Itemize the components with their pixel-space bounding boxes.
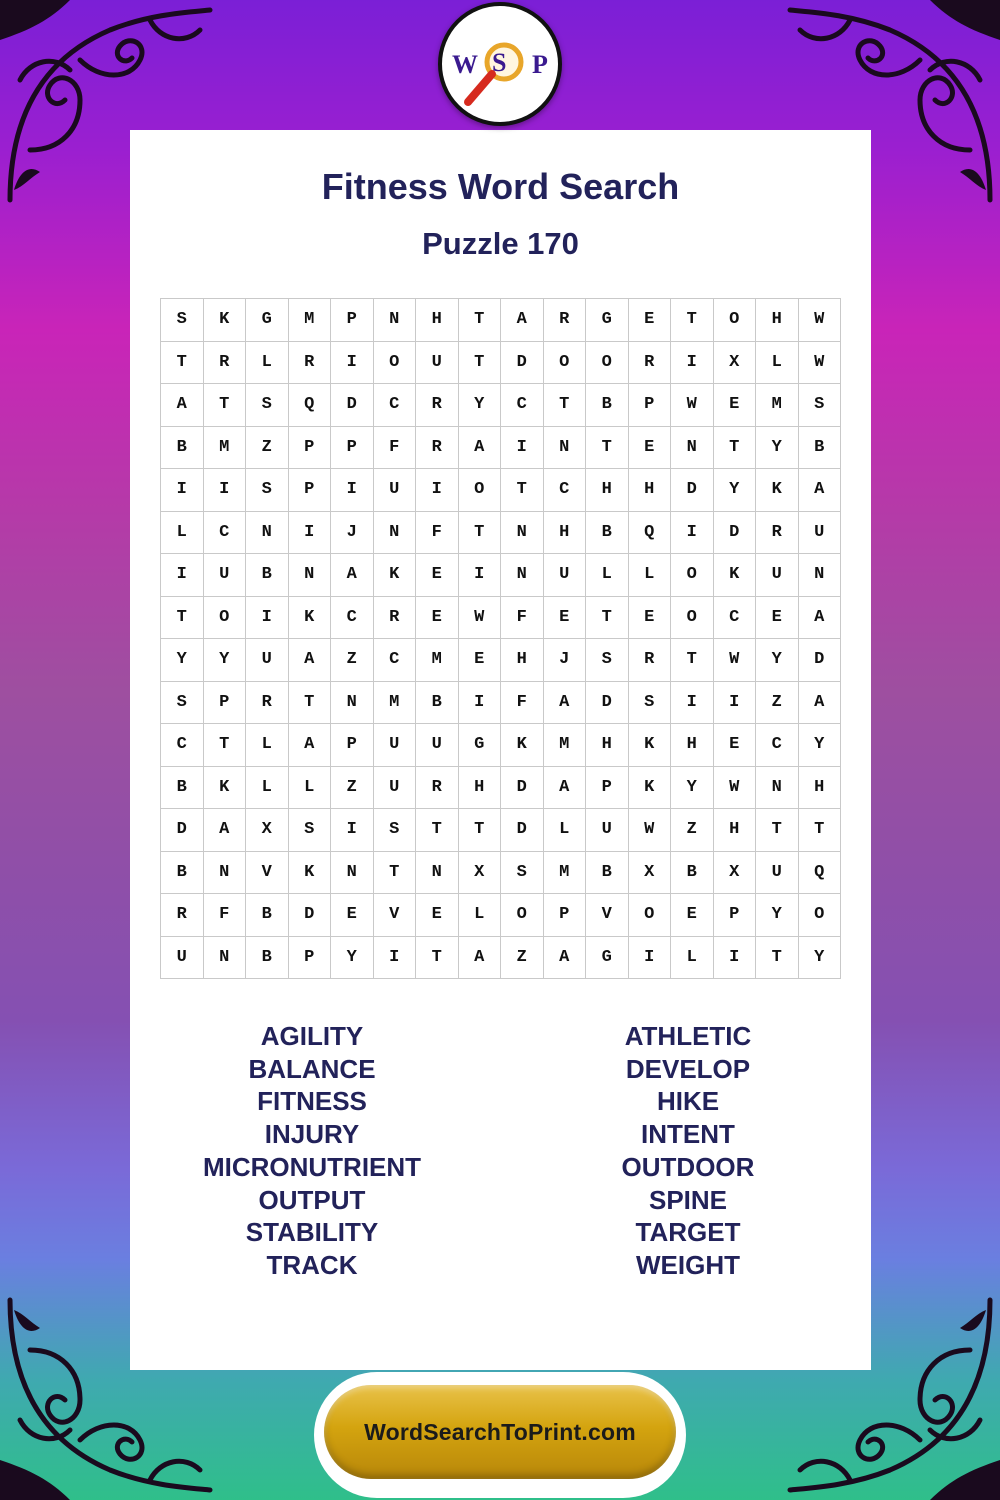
grid-cell[interactable]: E <box>331 894 374 937</box>
grid-cell[interactable]: T <box>416 937 459 980</box>
grid-cell[interactable]: I <box>629 937 672 980</box>
grid-cell[interactable]: H <box>586 469 629 512</box>
word-list-item: FITNESS <box>257 1086 367 1117</box>
puzzle-panel <box>130 130 871 1370</box>
grid-cell[interactable]: B <box>161 767 204 810</box>
grid-cell[interactable]: N <box>374 512 417 555</box>
site-logo[interactable] <box>438 2 562 126</box>
word-list-item: WEIGHT <box>636 1249 740 1280</box>
logo-letter-w: W <box>452 50 478 79</box>
grid-cell[interactable]: X <box>629 852 672 895</box>
grid-cell[interactable]: L <box>161 512 204 555</box>
grid-cell[interactable]: I <box>331 469 374 512</box>
grid-cell[interactable]: Y <box>756 894 799 937</box>
grid-cell[interactable]: S <box>586 639 629 682</box>
grid-cell[interactable]: H <box>629 469 672 512</box>
grid-cell[interactable]: S <box>161 682 204 725</box>
grid-cell[interactable]: Z <box>501 937 544 980</box>
grid-cell[interactable]: H <box>544 512 587 555</box>
grid-cell[interactable]: J <box>544 639 587 682</box>
grid-cell[interactable]: O <box>374 342 417 385</box>
grid-cell[interactable]: T <box>459 809 502 852</box>
grid-cell[interactable]: U <box>544 554 587 597</box>
grid-cell[interactable]: R <box>374 597 417 640</box>
grid-cell[interactable]: A <box>289 639 332 682</box>
grid-cell[interactable]: W <box>799 299 842 342</box>
grid-cell[interactable]: I <box>459 682 502 725</box>
grid-cell[interactable]: Q <box>799 852 842 895</box>
grid-cell[interactable]: L <box>246 342 289 385</box>
grid-cell[interactable]: S <box>799 384 842 427</box>
grid-cell[interactable]: D <box>714 512 757 555</box>
grid-cell[interactable]: S <box>246 469 289 512</box>
grid-cell[interactable]: T <box>289 682 332 725</box>
grid-cell[interactable]: U <box>799 512 842 555</box>
grid-cell[interactable]: A <box>799 682 842 725</box>
site-link-label: WordSearchToPrint.com <box>364 1418 636 1445</box>
grid-cell[interactable]: K <box>289 597 332 640</box>
grid-cell[interactable]: K <box>374 554 417 597</box>
word-list-item: INTENT <box>641 1119 735 1150</box>
grid-cell[interactable]: S <box>629 682 672 725</box>
word-list-right <box>538 1020 838 1282</box>
grid-cell[interactable]: P <box>289 427 332 470</box>
grid-cell[interactable]: F <box>374 427 417 470</box>
grid-cell[interactable]: Q <box>289 384 332 427</box>
grid-cell[interactable]: R <box>544 299 587 342</box>
grid-cell[interactable]: K <box>629 724 672 767</box>
grid-cell[interactable]: O <box>671 597 714 640</box>
grid-cell[interactable]: T <box>161 597 204 640</box>
grid-cell[interactable]: Y <box>671 767 714 810</box>
grid-cell[interactable]: S <box>246 384 289 427</box>
grid-cell[interactable]: W <box>799 342 842 385</box>
grid-cell[interactable]: T <box>586 427 629 470</box>
grid-cell[interactable]: A <box>459 427 502 470</box>
grid-cell[interactable]: N <box>374 299 417 342</box>
grid-cell[interactable]: T <box>544 384 587 427</box>
grid-cell[interactable]: B <box>161 852 204 895</box>
grid-cell[interactable]: W <box>671 384 714 427</box>
grid-cell[interactable]: P <box>629 384 672 427</box>
grid-cell[interactable]: K <box>714 554 757 597</box>
grid-cell[interactable]: G <box>246 299 289 342</box>
grid-cell[interactable]: I <box>671 342 714 385</box>
grid-cell[interactable]: A <box>799 597 842 640</box>
grid-cell[interactable]: O <box>799 894 842 937</box>
grid-cell[interactable]: N <box>416 852 459 895</box>
grid-cell[interactable]: J <box>331 512 374 555</box>
word-list-left <box>162 1020 462 1282</box>
word-list-item: BALANCE <box>248 1053 376 1084</box>
grid-cell[interactable]: A <box>544 767 587 810</box>
grid-cell[interactable]: R <box>161 894 204 937</box>
grid-cell[interactable]: K <box>629 767 672 810</box>
grid-cell[interactable]: N <box>799 554 842 597</box>
grid-cell[interactable]: L <box>544 809 587 852</box>
grid-cell[interactable]: D <box>671 469 714 512</box>
grid-cell[interactable]: E <box>416 597 459 640</box>
grid-cell[interactable]: D <box>501 342 544 385</box>
grid-cell[interactable]: C <box>204 512 247 555</box>
grid-cell[interactable]: N <box>331 682 374 725</box>
grid-cell[interactable]: N <box>501 554 544 597</box>
grid-cell[interactable]: K <box>501 724 544 767</box>
grid-cell[interactable]: H <box>459 767 502 810</box>
grid-cell[interactable]: B <box>586 512 629 555</box>
word-list-item: MICRONUTRIENT <box>202 1151 422 1182</box>
grid-cell[interactable]: Z <box>331 767 374 810</box>
grid-cell[interactable]: N <box>756 767 799 810</box>
grid-cell[interactable]: I <box>331 342 374 385</box>
grid-cell[interactable]: P <box>331 724 374 767</box>
grid-cell[interactable]: T <box>416 809 459 852</box>
grid-cell[interactable]: U <box>204 554 247 597</box>
grid-cell[interactable]: I <box>374 937 417 980</box>
grid-cell[interactable]: E <box>459 639 502 682</box>
grid-cell[interactable]: M <box>374 682 417 725</box>
grid-cell[interactable]: N <box>289 554 332 597</box>
grid-cell[interactable]: I <box>671 682 714 725</box>
grid-cell[interactable]: N <box>204 937 247 980</box>
grid-cell[interactable]: T <box>671 299 714 342</box>
grid-cell[interactable]: Y <box>756 427 799 470</box>
grid-cell[interactable]: N <box>331 852 374 895</box>
grid-cell[interactable]: I <box>161 469 204 512</box>
grid-cell[interactable]: I <box>289 512 332 555</box>
grid-cell[interactable]: D <box>331 384 374 427</box>
grid-cell[interactable]: C <box>501 384 544 427</box>
grid-cell[interactable]: Z <box>331 639 374 682</box>
grid-cell[interactable]: E <box>714 724 757 767</box>
grid-cell[interactable]: W <box>629 809 672 852</box>
grid-cell[interactable]: E <box>671 894 714 937</box>
word-list-item: SPINE <box>648 1184 728 1215</box>
grid-cell[interactable]: L <box>246 767 289 810</box>
grid-cell[interactable]: I <box>331 809 374 852</box>
grid-cell[interactable]: M <box>544 852 587 895</box>
grid-cell[interactable]: Y <box>714 469 757 512</box>
grid-cell[interactable]: P <box>714 894 757 937</box>
grid-cell[interactable]: H <box>799 767 842 810</box>
grid-cell[interactable]: A <box>204 809 247 852</box>
grid-cell[interactable]: O <box>204 597 247 640</box>
grid-cell[interactable]: V <box>246 852 289 895</box>
grid-cell[interactable]: E <box>629 597 672 640</box>
grid-cell[interactable]: S <box>374 809 417 852</box>
grid-cell[interactable]: B <box>416 682 459 725</box>
grid-cell[interactable]: P <box>586 767 629 810</box>
grid-cell[interactable]: S <box>161 299 204 342</box>
grid-cell[interactable]: I <box>714 937 757 980</box>
grid-cell[interactable]: T <box>204 384 247 427</box>
word-list-item: ATHLETIC <box>624 1021 752 1051</box>
grid-cell[interactable]: W <box>714 767 757 810</box>
grid-cell[interactable]: U <box>374 767 417 810</box>
grid-cell[interactable]: O <box>501 894 544 937</box>
grid-cell[interactable]: T <box>459 299 502 342</box>
page-title: Fitness Word Search <box>321 166 680 207</box>
grid-cell[interactable]: L <box>586 554 629 597</box>
grid-cell[interactable]: A <box>544 682 587 725</box>
grid-cell[interactable]: O <box>714 299 757 342</box>
grid-cell[interactable]: I <box>459 554 502 597</box>
grid-cell[interactable]: C <box>331 597 374 640</box>
grid-cell[interactable]: O <box>671 554 714 597</box>
word-list-item: AGILITY <box>260 1021 364 1051</box>
grid-cell[interactable]: L <box>246 724 289 767</box>
grid-cell[interactable]: U <box>756 554 799 597</box>
grid-cell[interactable]: F <box>501 597 544 640</box>
grid-cell[interactable]: X <box>714 852 757 895</box>
grid-cell[interactable]: E <box>416 894 459 937</box>
grid-cell[interactable]: C <box>756 724 799 767</box>
grid-cell[interactable]: I <box>161 554 204 597</box>
grid-cell[interactable]: A <box>501 299 544 342</box>
grid-cell[interactable]: G <box>459 724 502 767</box>
grid-cell[interactable]: P <box>331 427 374 470</box>
grid-cell[interactable]: S <box>501 852 544 895</box>
grid-cell[interactable]: Y <box>756 639 799 682</box>
grid-cell[interactable]: H <box>501 639 544 682</box>
site-link-button[interactable] <box>324 1385 676 1479</box>
grid-cell[interactable]: D <box>161 809 204 852</box>
grid-cell[interactable]: R <box>289 342 332 385</box>
grid-cell[interactable]: R <box>756 512 799 555</box>
grid-cell[interactable]: H <box>416 299 459 342</box>
grid-cell[interactable]: F <box>501 682 544 725</box>
grid-cell[interactable]: B <box>246 937 289 980</box>
grid-cell[interactable]: F <box>204 894 247 937</box>
grid-cell[interactable]: H <box>671 724 714 767</box>
grid-cell[interactable]: O <box>459 469 502 512</box>
grid-cell[interactable]: T <box>374 852 417 895</box>
word-list-item: INJURY <box>264 1119 360 1150</box>
grid-cell[interactable]: R <box>416 767 459 810</box>
grid-cell[interactable]: U <box>416 342 459 385</box>
grid-cell[interactable]: B <box>161 427 204 470</box>
grid-cell[interactable]: B <box>586 852 629 895</box>
grid-cell[interactable]: M <box>756 384 799 427</box>
grid-cell[interactable]: I <box>416 469 459 512</box>
grid-cell[interactable]: N <box>544 427 587 470</box>
grid-cell[interactable]: T <box>459 342 502 385</box>
word-list-item: TRACK <box>266 1249 358 1280</box>
grid-cell[interactable]: C <box>374 639 417 682</box>
grid-cell[interactable]: U <box>756 852 799 895</box>
puzzle-number: Puzzle 170 <box>422 226 579 261</box>
grid-cell[interactable]: X <box>459 852 502 895</box>
word-list-item: OUTDOOR <box>621 1151 755 1182</box>
grid-cell[interactable]: T <box>586 597 629 640</box>
grid-cell[interactable]: O <box>544 342 587 385</box>
grid-cell[interactable]: L <box>459 894 502 937</box>
grid-cell[interactable]: I <box>204 469 247 512</box>
grid-cell[interactable]: X <box>246 809 289 852</box>
grid-cell[interactable]: I <box>501 427 544 470</box>
grid-cell[interactable]: T <box>714 427 757 470</box>
grid-cell[interactable]: H <box>714 809 757 852</box>
grid-cell[interactable]: Y <box>204 639 247 682</box>
grid-cell[interactable]: W <box>714 639 757 682</box>
grid-cell[interactable]: Y <box>459 384 502 427</box>
letter-grid <box>160 298 841 979</box>
grid-cell[interactable]: I <box>714 682 757 725</box>
grid-cell[interactable]: N <box>246 512 289 555</box>
grid-cell[interactable]: N <box>204 852 247 895</box>
grid-cell[interactable]: V <box>374 894 417 937</box>
grid-cell[interactable]: R <box>204 342 247 385</box>
grid-cell[interactable]: T <box>501 469 544 512</box>
grid-cell[interactable]: Z <box>756 682 799 725</box>
grid-cell[interactable]: A <box>799 469 842 512</box>
grid-cell[interactable]: X <box>714 342 757 385</box>
grid-cell[interactable]: D <box>586 682 629 725</box>
grid-cell[interactable]: P <box>289 469 332 512</box>
grid-cell[interactable]: R <box>416 427 459 470</box>
grid-cell[interactable]: Z <box>246 427 289 470</box>
grid-cell[interactable]: T <box>459 512 502 555</box>
grid-cell[interactable]: B <box>246 554 289 597</box>
grid-cell[interactable]: I <box>246 597 289 640</box>
grid-cell[interactable]: U <box>374 724 417 767</box>
grid-cell[interactable]: M <box>204 427 247 470</box>
grid-cell[interactable]: G <box>586 299 629 342</box>
grid-cell[interactable]: M <box>416 639 459 682</box>
logo-letter-s: S <box>492 48 507 77</box>
grid-cell[interactable]: E <box>629 427 672 470</box>
grid-cell[interactable]: B <box>586 384 629 427</box>
grid-cell[interactable]: N <box>501 512 544 555</box>
grid-cell[interactable]: F <box>416 512 459 555</box>
grid-cell[interactable]: G <box>586 937 629 980</box>
grid-cell[interactable]: U <box>161 937 204 980</box>
grid-cell[interactable]: E <box>714 384 757 427</box>
grid-cell[interactable]: A <box>459 937 502 980</box>
word-list-item: HIKE <box>656 1086 720 1117</box>
grid-cell[interactable]: D <box>289 894 332 937</box>
word-list-item: DEVELOP <box>625 1053 751 1084</box>
grid-cell[interactable]: C <box>714 597 757 640</box>
grid-cell[interactable]: H <box>756 299 799 342</box>
grid-cell[interactable]: A <box>289 724 332 767</box>
grid-cell[interactable]: R <box>629 342 672 385</box>
grid-cell[interactable]: B <box>246 894 289 937</box>
grid-cell[interactable]: K <box>204 299 247 342</box>
grid-cell[interactable]: R <box>416 384 459 427</box>
grid-cell[interactable]: A <box>161 384 204 427</box>
grid-cell[interactable]: N <box>671 427 714 470</box>
grid-cell[interactable]: V <box>586 894 629 937</box>
grid-cell[interactable]: B <box>671 852 714 895</box>
grid-cell[interactable]: U <box>246 639 289 682</box>
grid-cell[interactable]: Z <box>671 809 714 852</box>
grid-cell[interactable]: E <box>544 597 587 640</box>
grid-cell[interactable]: I <box>671 512 714 555</box>
grid-cell[interactable]: K <box>204 767 247 810</box>
grid-cell[interactable]: R <box>629 639 672 682</box>
grid-cell[interactable]: E <box>629 299 672 342</box>
grid-cell[interactable]: P <box>289 937 332 980</box>
grid-cell[interactable]: D <box>799 639 842 682</box>
grid-cell[interactable]: U <box>374 469 417 512</box>
logo-letter-p: P <box>532 50 548 79</box>
grid-cell[interactable]: T <box>756 809 799 852</box>
grid-cell[interactable]: C <box>374 384 417 427</box>
grid-cell[interactable]: C <box>544 469 587 512</box>
grid-cell[interactable]: T <box>799 809 842 852</box>
grid-cell[interactable]: U <box>416 724 459 767</box>
grid-cell[interactable]: W <box>459 597 502 640</box>
grid-cell[interactable]: Y <box>799 937 842 980</box>
grid-cell[interactable]: K <box>756 469 799 512</box>
grid-cell[interactable]: Y <box>799 724 842 767</box>
word-list-item: TARGET <box>635 1217 741 1248</box>
grid-cell[interactable]: C <box>161 724 204 767</box>
grid-cell[interactable]: Y <box>331 937 374 980</box>
grid-cell[interactable]: T <box>161 342 204 385</box>
grid-cell[interactable]: L <box>289 767 332 810</box>
grid-cell[interactable]: E <box>416 554 459 597</box>
grid-cell[interactable]: Y <box>161 639 204 682</box>
grid-cell[interactable]: T <box>204 724 247 767</box>
word-list-item: OUTPUT <box>258 1184 366 1215</box>
grid-cell[interactable]: D <box>501 767 544 810</box>
grid-cell[interactable]: U <box>586 809 629 852</box>
grid-cell[interactable]: B <box>799 427 842 470</box>
grid-cell[interactable]: P <box>204 682 247 725</box>
word-list-item: STABILITY <box>245 1217 379 1248</box>
grid-cell[interactable]: P <box>544 894 587 937</box>
grid-cell[interactable]: K <box>289 852 332 895</box>
grid-cell[interactable]: L <box>629 554 672 597</box>
grid-cell[interactable]: O <box>629 894 672 937</box>
grid-cell[interactable]: L <box>671 937 714 980</box>
grid-cell[interactable]: L <box>756 342 799 385</box>
grid-cell[interactable]: H <box>586 724 629 767</box>
grid-cell[interactable]: S <box>289 809 332 852</box>
grid-cell[interactable]: A <box>331 554 374 597</box>
grid-cell[interactable]: E <box>756 597 799 640</box>
grid-cell[interactable]: A <box>544 937 587 980</box>
grid-cell[interactable]: T <box>756 937 799 980</box>
grid-cell[interactable]: O <box>586 342 629 385</box>
grid-cell[interactable]: D <box>501 809 544 852</box>
grid-cell[interactable]: M <box>544 724 587 767</box>
grid-cell[interactable]: Q <box>629 512 672 555</box>
grid-cell[interactable]: R <box>246 682 289 725</box>
grid-cell[interactable]: T <box>671 639 714 682</box>
grid-cell[interactable]: P <box>331 299 374 342</box>
grid-cell[interactable]: M <box>289 299 332 342</box>
